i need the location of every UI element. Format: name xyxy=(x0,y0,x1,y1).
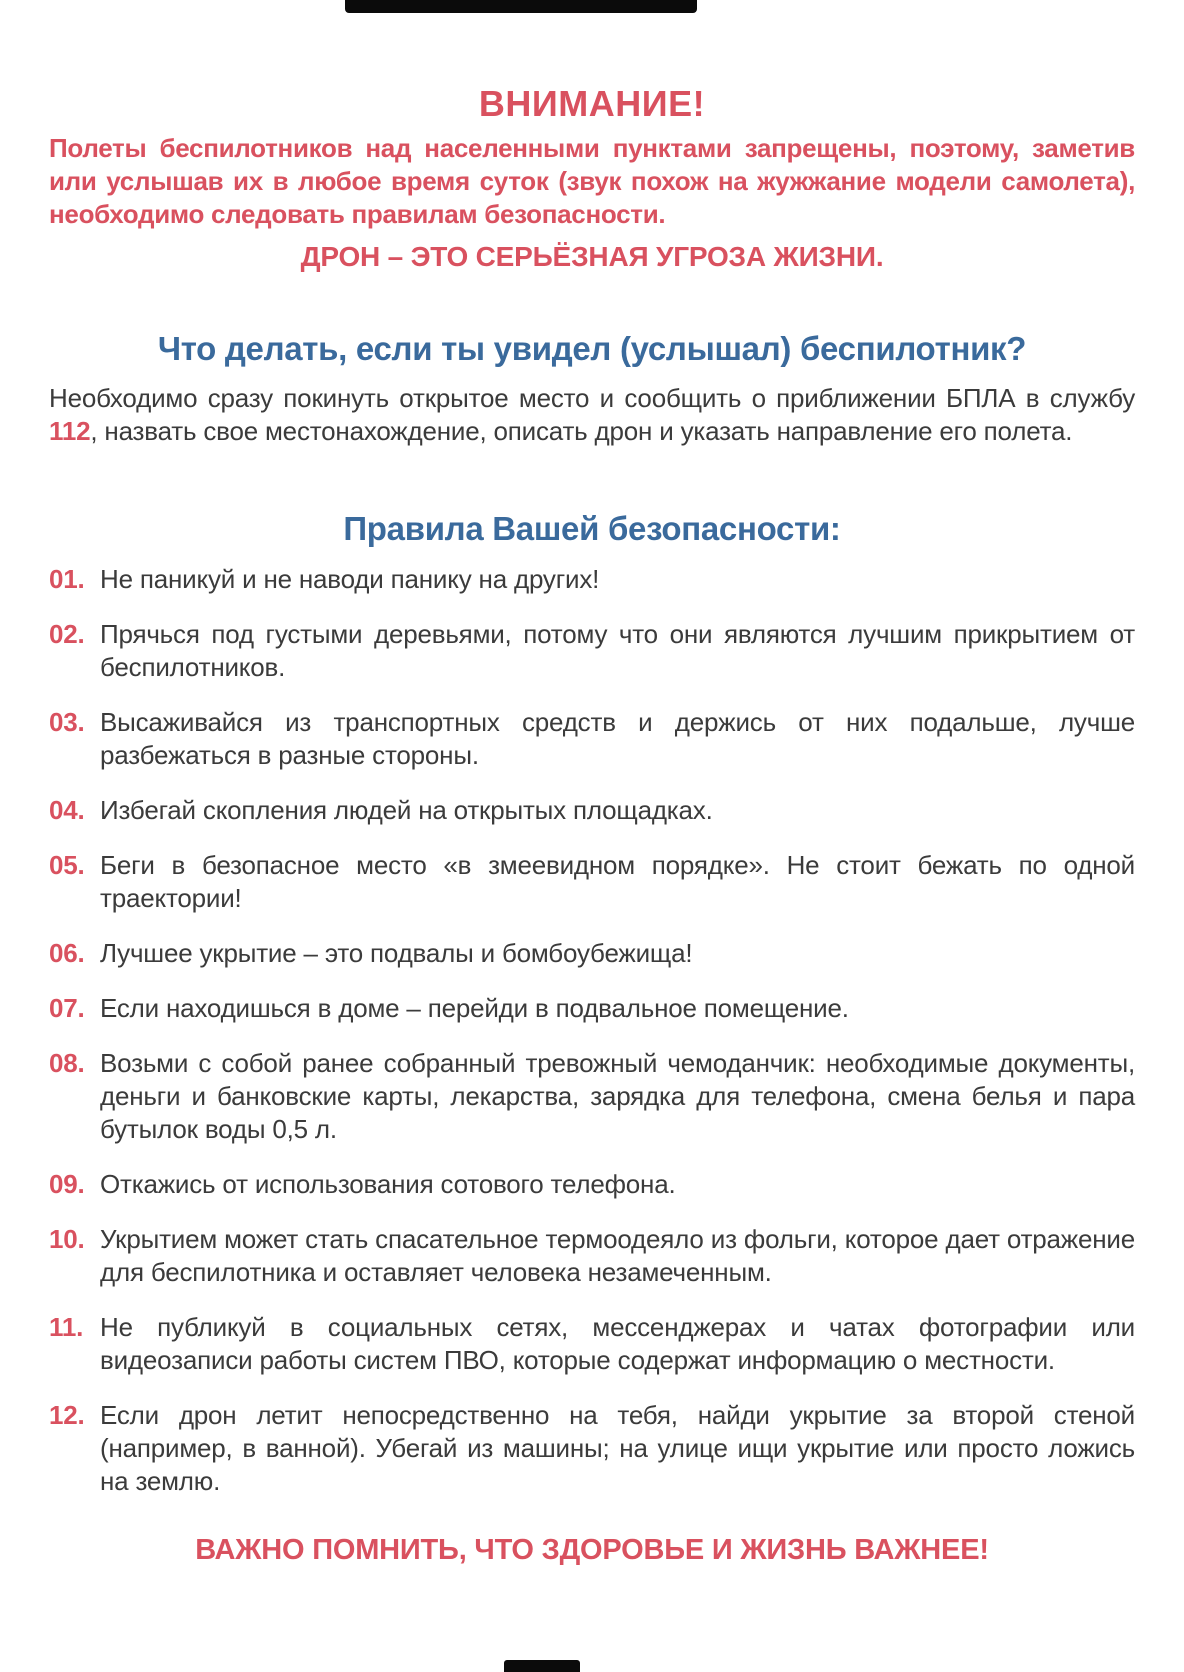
rule-item-11 xyxy=(49,1311,1135,1377)
rule-number: 10. xyxy=(49,1224,85,1254)
rule-text: Если дрон летит непосредственно на тебя, найди укрытие за второй стеной (например, в ванной). Убегай из машины; на улице ищи укрытие или просто ложись на землю. xyxy=(100,1400,1135,1496)
rule-item-01 xyxy=(49,563,1135,596)
rule-number: 03. xyxy=(49,707,85,737)
rule-text: Беги в безопасное место «в змеевидном порядке». Не стоит бежать по одной траектории! xyxy=(100,850,1135,913)
emergency-number: 112 xyxy=(49,416,91,446)
rule-text: Избегай скопления людей на открытых площадках. xyxy=(100,795,713,825)
attention-subtitle: ДРОН – ЭТО СЕРЬЁЗНАЯ УГРОЗА ЖИЗНИ. xyxy=(300,241,884,272)
rule-number: 06. xyxy=(49,938,85,968)
rule-item-05 xyxy=(49,849,1135,915)
rule-text: Лучшее укрытие – это подвалы и бомбоубежища! xyxy=(100,938,693,968)
rule-number: 01. xyxy=(49,564,85,594)
rule-text: Откажись от использования сотового телефона. xyxy=(100,1169,676,1199)
rules-heading: Правила Вашей безопасности: xyxy=(343,510,841,547)
rule-number: 02. xyxy=(49,619,85,649)
rule-text: Если находишься в доме – перейди в подвальное помещение. xyxy=(100,993,849,1023)
rule-item-06 xyxy=(49,937,1135,970)
rule-number: 05. xyxy=(49,850,85,880)
rule-item-02 xyxy=(49,618,1135,684)
what-to-do-body xyxy=(49,382,1135,448)
rule-number: 04. xyxy=(49,795,85,825)
what-to-do-body-before: Необходимо сразу покинуть открытое место и сообщить о приближении БПЛА в службу xyxy=(49,383,1135,413)
rule-item-12 xyxy=(49,1399,1135,1498)
rule-number: 12. xyxy=(49,1400,85,1430)
rule-text: Не паникуй и не наводи панику на других! xyxy=(100,564,600,594)
rules-list xyxy=(49,563,1135,1498)
rule-number: 07. xyxy=(49,993,85,1023)
rule-item-03 xyxy=(49,706,1135,772)
rule-text: Возьми с собой ранее собранный тревожный чемоданчик: необходимые документы, деньги и банковские карты, лекарства, зарядка для телефона, смена белья и пара бутылок воды 0,5 л. xyxy=(100,1048,1135,1144)
attention-body: Полеты беспилотников над населенными пунктами запрещены, поэтому, заметив или услышав их в любое время суток (звук похож на жужжание модели самолета), необходимо следовать правилам безопасности. xyxy=(49,133,1135,229)
rule-item-04 xyxy=(49,794,1135,827)
rule-item-09 xyxy=(49,1168,1135,1201)
rule-text: Высаживайся из транспортных средств и держись от них подальше, лучше разбежаться в разные стороны. xyxy=(100,707,1135,770)
rule-number: 11. xyxy=(49,1312,84,1342)
rule-item-07 xyxy=(49,992,1135,1025)
rule-item-10 xyxy=(49,1223,1135,1289)
rule-number: 09. xyxy=(49,1169,85,1199)
rule-text: Не публикуй в социальных сетях, мессенджерах и чатах фотографии или видеозаписи работы систем ПВО, которые содержат информацию о местности. xyxy=(100,1312,1135,1375)
bottom-edge-artifact xyxy=(504,1660,580,1672)
footer-note: ВАЖНО ПОМНИТЬ, ЧТО ЗДОРОВЬЕ И ЖИЗНЬ ВАЖНЕЕ! xyxy=(195,1534,989,1566)
rule-item-08 xyxy=(49,1047,1135,1146)
what-to-do-heading: Что делать, если ты увидел (услышал) беспилотник? xyxy=(157,330,1027,367)
what-to-do-body-after: , назвать свое местонахождение, описать дрон и указать направление его полета. xyxy=(90,416,1073,446)
rule-text: Прячься под густыми деревьями, потому что они являются лучшим прикрытием от беспилотников. xyxy=(100,619,1135,682)
rule-number: 08. xyxy=(49,1048,85,1078)
attention-title: ВНИМАНИЕ! xyxy=(478,83,706,124)
document-content xyxy=(49,0,1135,1567)
rule-text: Укрытием может стать спасательное термоодеяло из фольги, которое дает отражение для беспилотника и оставляет человека незамеченным. xyxy=(100,1224,1135,1287)
